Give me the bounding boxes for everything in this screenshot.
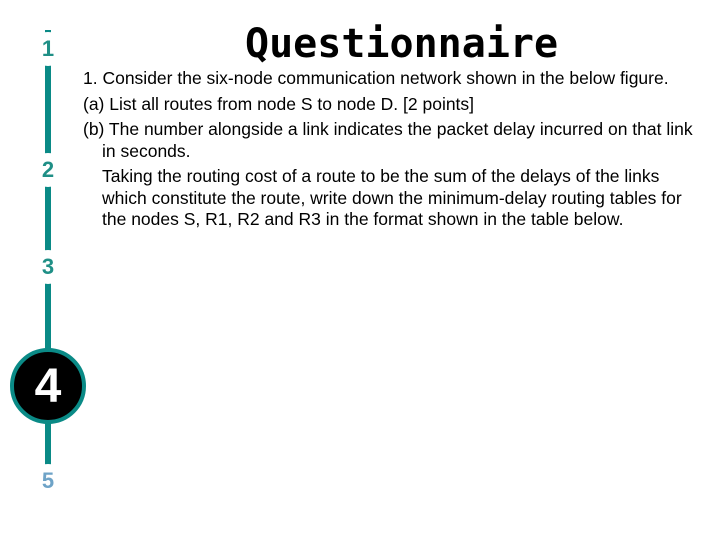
- step-2-marker: 2: [31, 153, 65, 187]
- question-item-b-detail: Taking the routing cost of a route to be the sum of the delays of the links which constitute the route, write down the minimum-delay routing tables for the nodes S, R1, R2 and R3 in the format shown in the table below.: [102, 166, 682, 229]
- step-1-marker: 1: [31, 32, 65, 66]
- question-item-1: 1. Consider the six-node communication network shown in the below figure.: [83, 68, 669, 88]
- step-5-marker: 5: [31, 464, 65, 498]
- page-title: Questionnaire: [245, 21, 559, 67]
- question-item-b: (b) The number alongside a link indicates the packet delay incurred on that link in seconds.: [83, 119, 693, 161]
- question-item-a: (a) List all routes from node S to node D. [2 points]: [83, 93, 475, 114]
- step-4-marker-active: 4: [10, 348, 86, 424]
- question-body: [83, 68, 693, 231]
- step-3-marker: 3: [31, 250, 65, 284]
